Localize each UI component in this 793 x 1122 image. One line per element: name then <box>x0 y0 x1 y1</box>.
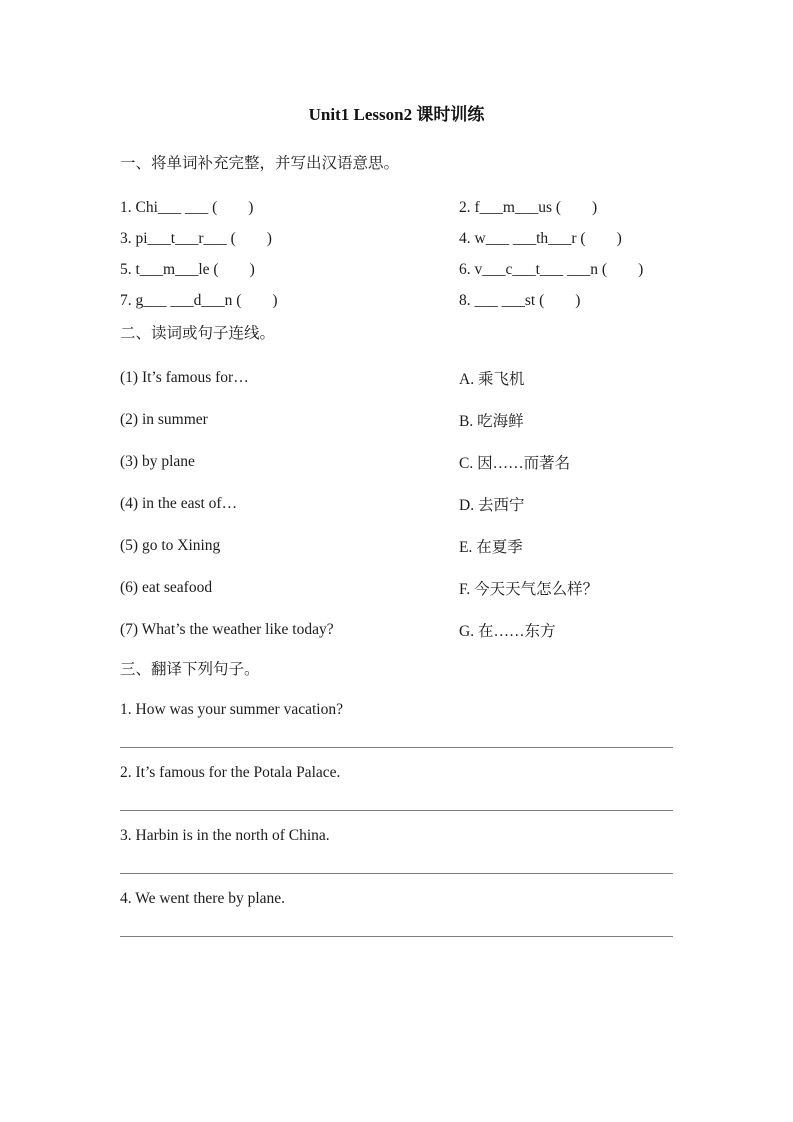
match-left-5: (5) go to Xining <box>120 537 221 554</box>
fill-item-1: 1. Chi___ ___ ( ) <box>120 198 254 216</box>
match-left-4: (4) in the east of… <box>120 495 238 512</box>
answer-line-3 <box>120 873 673 874</box>
matching-grid <box>120 357 673 651</box>
match-right-f: F. 今天天气怎么样？ <box>459 581 599 598</box>
match-left-7: (7) What’s the weather like today? <box>120 621 334 638</box>
fill-item-4: 4. w___ ___th___r ( ) <box>459 229 622 247</box>
translation-sentence-2: 2. It’s famous for the Potala Palace. <box>120 764 341 781</box>
translation-list <box>120 700 673 937</box>
translation-sentence-1: 1. How was your summer vacation? <box>120 701 343 718</box>
fill-item-6: 6. v___c___t___ ___n ( ) <box>459 260 644 278</box>
translation-sentence-3: 3. Harbin is in the north of China. <box>120 827 330 844</box>
page-title: Unit1 Lesson2 课时训练 <box>308 105 485 124</box>
match-right-b: B. 吃海鲜 <box>459 413 524 430</box>
fill-in-grid <box>120 190 673 314</box>
match-left-2: (2) in summer <box>120 411 208 428</box>
match-left-6: (6) eat seafood <box>120 579 213 596</box>
match-right-c: C. 因……而著名 <box>459 455 571 472</box>
worksheet-content <box>120 154 673 937</box>
match-right-g: G. 在……东方 <box>459 623 556 640</box>
match-right-a: A. 乘飞机 <box>459 371 525 388</box>
fill-item-7: 7. g___ ___d___n ( ) <box>120 291 278 309</box>
answer-line-2 <box>120 810 673 811</box>
fill-item-8: 8. ___ ___st ( ) <box>459 291 581 309</box>
match-right-d: D. 去西宁 <box>459 497 525 514</box>
fill-item-2: 2. f___m___us ( ) <box>459 198 598 216</box>
match-left-3: (3) by plane <box>120 453 195 470</box>
section-translate-heading: 三、翻译下列句子。 <box>120 661 260 678</box>
fill-item-3: 3. pi___t___r___ ( ) <box>120 229 272 247</box>
fill-item-5: 5. t___m___le ( ) <box>120 260 255 278</box>
match-left-1: (1) It’s famous for… <box>120 369 249 386</box>
answer-line-4 <box>120 936 673 937</box>
match-right-e: E. 在夏季 <box>459 539 523 556</box>
section-match-heading: 二、读词或句子连线。 <box>120 325 276 342</box>
translation-sentence-4: 4. We went there by plane. <box>120 890 286 907</box>
answer-line-1 <box>120 747 673 748</box>
section-fill-heading: 一、将单词补充完整，并写出汉语意思。 <box>120 155 400 172</box>
